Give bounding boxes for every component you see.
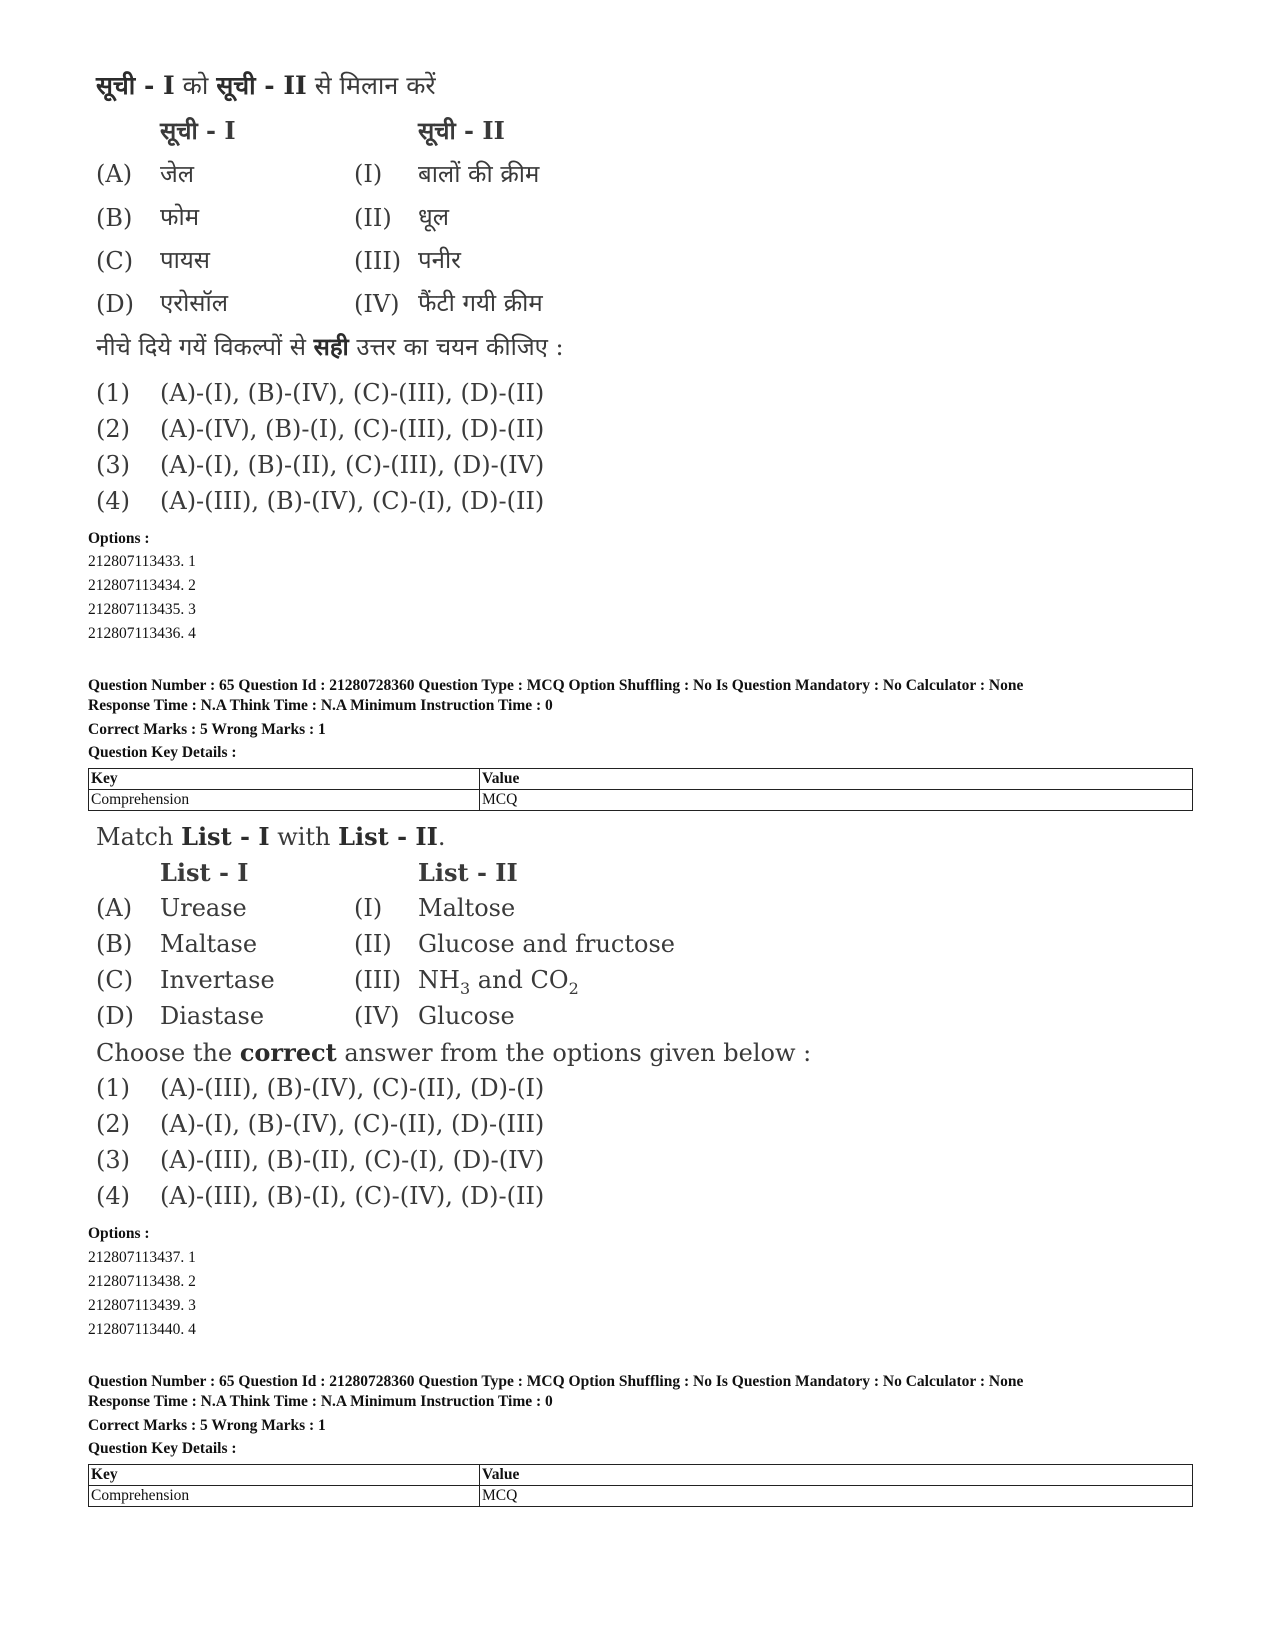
hindi-row-iv-item: फैंटी गयी क्रीम xyxy=(418,289,543,317)
options-heading-2: Options : xyxy=(88,1225,150,1242)
option-id-3: 212807113435. 3 xyxy=(88,601,196,618)
hindi-row-d-label: (D) xyxy=(96,290,134,318)
english-answer-3-text: (A)-(III), (B)-(II), (C)-(I), (D)-(IV) xyxy=(160,1146,545,1174)
hindi-list2-header: सूची - II xyxy=(418,116,505,145)
key-details-heading: Question Key Details : xyxy=(88,1440,237,1457)
english-row-iv-item: Glucose xyxy=(418,1002,515,1030)
hindi-row-ii-label: (II) xyxy=(354,204,392,232)
hindi-answer-4-number: (4) xyxy=(96,487,130,515)
hindi-row-i-item: बालों की क्रीम xyxy=(418,160,540,188)
hindi-answer-4-text: (A)-(III), (B)-(IV), (C)-(I), (D)-(II) xyxy=(160,487,545,515)
table-row xyxy=(89,1486,1193,1507)
hindi-row-d-item: एरोसॉल xyxy=(160,289,229,317)
hindi-answer-2-number: (2) xyxy=(96,415,130,443)
hindi-answer-3-number: (3) xyxy=(96,451,130,479)
key-header-cell: Key xyxy=(89,1465,480,1486)
option-id-8: 212807113440. 4 xyxy=(88,1321,196,1338)
hindi-row-a-item: जेल xyxy=(160,160,195,188)
english-answer-4-number: (4) xyxy=(96,1182,130,1210)
question-key-table xyxy=(88,768,1193,811)
option-id-2: 212807113434. 2 xyxy=(88,577,196,594)
value-cell: MCQ xyxy=(480,790,1193,811)
hindi-list1-header: सूची - I xyxy=(160,116,236,145)
option-id-4: 212807113436. 4 xyxy=(88,625,196,642)
english-row-d-item: Diastase xyxy=(160,1002,265,1030)
english-row-d-label: (D) xyxy=(96,1002,134,1030)
english-answer-1-text: (A)-(III), (B)-(IV), (C)-(II), (D)-(I) xyxy=(160,1074,545,1102)
question-meta-line: Question Number : 65 Question Id : 21280728360 Question Type : MCQ Option Shuffling : No Is Question Mandatory : No Calculator : None xyxy=(88,677,1024,694)
english-answer-2-number: (2) xyxy=(96,1110,130,1138)
english-answer-4-text: (A)-(III), (B)-(I), (C)-(IV), (D)-(II) xyxy=(160,1182,545,1210)
hindi-row-i-label: (I) xyxy=(354,160,383,188)
english-row-a-item: Urease xyxy=(160,894,247,922)
options-heading-1: Options : xyxy=(88,530,150,547)
hindi-answer-1-text: (A)-(I), (B)-(IV), (C)-(III), (D)-(II) xyxy=(160,379,545,407)
hindi-row-c-label: (C) xyxy=(96,247,134,275)
hindi-choose-instruction: नीचे दिये गयें विकल्पों से सही उत्तर का चयन कीजिए : xyxy=(96,332,564,361)
hindi-question-instruction: सूची - I को सूची - II से मिलान करें xyxy=(96,71,436,100)
hindi-row-b-label: (B) xyxy=(96,204,133,232)
english-answer-1-number: (1) xyxy=(96,1074,130,1102)
english-row-iii-item: $NH_3$ and $CO_2$ xyxy=(418,966,579,998)
question-meta-line: Question Number : 65 Question Id : 21280728360 Question Type : MCQ Option Shuffling : No Is Question Mandatory : No Calculator : None xyxy=(88,1373,1024,1390)
hindi-row-b-item: फोम xyxy=(160,203,200,231)
english-row-a-label: (A) xyxy=(96,894,133,922)
english-row-i-label: (I) xyxy=(354,894,383,922)
hindi-answer-3-text: (A)-(I), (B)-(II), (C)-(III), (D)-(IV) xyxy=(160,451,545,479)
english-list1-header: List - I xyxy=(160,858,249,887)
table-header-row xyxy=(89,769,1193,790)
key-details-heading: Question Key Details : xyxy=(88,744,237,761)
hindi-answer-2-text: (A)-(IV), (B)-(I), (C)-(III), (D)-(II) xyxy=(160,415,545,443)
marks-line: Correct Marks : 5 Wrong Marks : 1 xyxy=(88,721,326,738)
key-header-cell: Key xyxy=(89,769,480,790)
english-answer-3-number: (3) xyxy=(96,1146,130,1174)
hindi-row-c-item: पायस xyxy=(160,246,210,274)
marks-line: Correct Marks : 5 Wrong Marks : 1 xyxy=(88,1417,326,1434)
english-answer-2-text: (A)-(I), (B)-(IV), (C)-(II), (D)-(III) xyxy=(160,1110,545,1138)
english-row-ii-item: Glucose and fructose xyxy=(418,930,675,958)
english-row-iv-label: (IV) xyxy=(354,1002,400,1030)
key-cell: Comprehension xyxy=(89,1486,480,1507)
hindi-row-ii-item: धूल xyxy=(418,203,450,231)
table-header-row xyxy=(89,1465,1193,1486)
table-row xyxy=(89,790,1193,811)
value-header-cell: Value xyxy=(480,1465,1193,1486)
english-row-iii-label: (III) xyxy=(354,966,402,994)
value-cell: MCQ xyxy=(480,1486,1193,1507)
response-time-line: Response Time : N.A Think Time : N.A Minimum Instruction Time : 0 xyxy=(88,1393,553,1410)
english-row-c-item: Invertase xyxy=(160,966,275,994)
english-row-b-label: (B) xyxy=(96,930,133,958)
response-time-line: Response Time : N.A Think Time : N.A Minimum Instruction Time : 0 xyxy=(88,697,553,714)
english-row-i-item: Maltose xyxy=(418,894,516,922)
english-list2-header: List - II xyxy=(418,858,518,887)
english-choose-instruction: Choose the correct answer from the options given below : xyxy=(96,1038,812,1067)
option-id-6: 212807113438. 2 xyxy=(88,1273,196,1290)
hindi-row-iv-label: (IV) xyxy=(354,290,400,318)
option-id-1: 212807113433. 1 xyxy=(88,553,196,570)
option-id-7: 212807113439. 3 xyxy=(88,1297,196,1314)
hindi-row-iii-item: पनीर xyxy=(418,246,461,274)
option-id-5: 212807113437. 1 xyxy=(88,1249,196,1266)
hindi-row-iii-label: (III) xyxy=(354,247,402,275)
hindi-row-a-label: (A) xyxy=(96,160,133,188)
value-header-cell: Value xyxy=(480,769,1193,790)
question-key-table xyxy=(88,1464,1193,1507)
english-row-c-label: (C) xyxy=(96,966,134,994)
english-row-b-item: Maltase xyxy=(160,930,258,958)
key-cell: Comprehension xyxy=(89,790,480,811)
english-row-ii-label: (II) xyxy=(354,930,392,958)
english-question-instruction: Match List - I with List - II. xyxy=(96,822,446,851)
hindi-answer-1-number: (1) xyxy=(96,379,130,407)
